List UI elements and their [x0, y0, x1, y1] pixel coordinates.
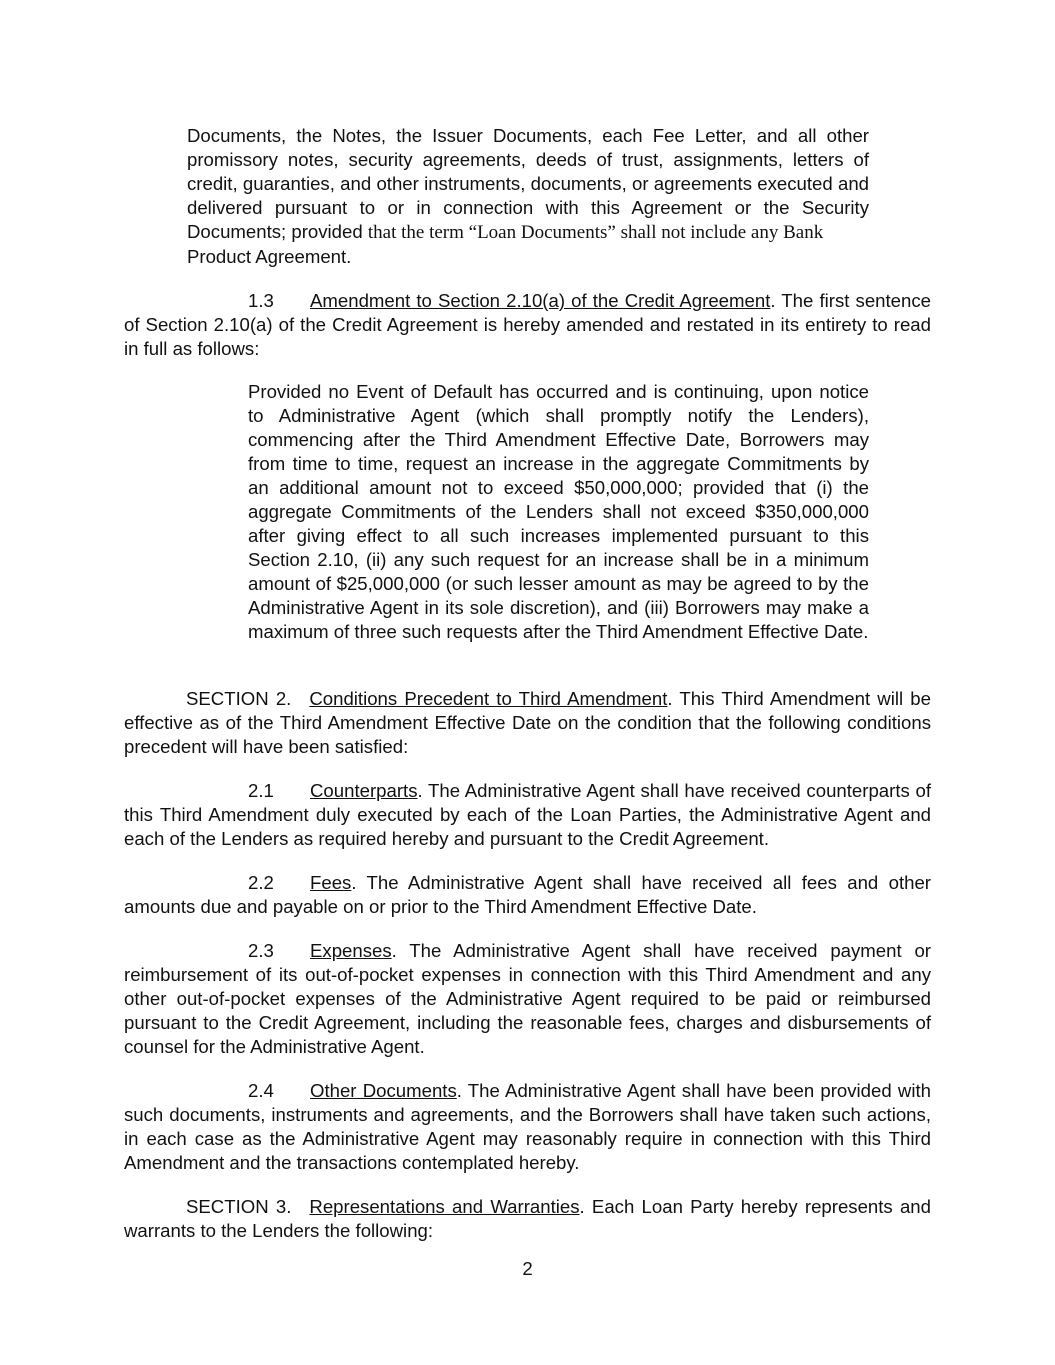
loan-documents-definition	[187, 124, 869, 269]
section-2-4	[124, 1079, 931, 1175]
section-heading: Representations and Warranties	[309, 1196, 580, 1217]
section-2-1	[124, 779, 931, 851]
section-1-3	[124, 289, 931, 361]
section-heading: Expenses	[310, 940, 392, 961]
section-number: 2.2	[248, 872, 274, 893]
definition-text: Documents, the Notes, the Issuer Documents, each Fee Letter, and all other promissory notes, security agreements, deeds of trust, assignments, letters of credit, guaranties, and other instruments, documents, or agreements executed and delivered pursuant to or in connection with this Agreement or the Security Documents; provided	[187, 125, 869, 242]
section-number: 2.4	[248, 1080, 274, 1101]
section-number: 2.1	[248, 780, 274, 801]
section-text: . The Administrative Agent shall have received payment or reimbursement of its out-of-pocket expenses in connection with this Third Amendment and any other out-of-pocket expenses of the Administrative Agent required to be paid or reimbursed pursuant to the Credit Agreement, including the reasonable fees, charges and disbursements of counsel for the Administrative Agent.	[124, 940, 931, 1057]
definition-proviso: that the term “Loan Documents” shall not include any Bank	[367, 222, 824, 243]
section-text: . The Administrative Agent shall have been provided with such documents, instruments and agreements, and the Borrowers shall have taken such actions, in each case as the Administrative Agent may reasonably require in connection with this Third Amendment and the transactions contemplated hereby.	[124, 1080, 931, 1173]
section-2-3	[124, 939, 931, 1059]
section-text: . The Administrative Agent shall have received counterparts of this Third Amendment duly executed by each of the Loan Parties, the Administrative Agent and each of the Lenders as required hereby and pursuant to the Credit Agreement.	[124, 780, 931, 849]
section-heading: Fees	[310, 872, 352, 893]
definition-end: Product Agreement.	[187, 246, 352, 267]
section-2-2	[124, 871, 931, 919]
section-label: SECTION 3.	[186, 1196, 292, 1217]
section-label: SECTION 2.	[186, 688, 292, 709]
section-heading: Counterparts	[310, 780, 418, 801]
section-2	[124, 687, 931, 759]
section-heading: Conditions Precedent to Third Amendment	[309, 688, 668, 709]
quote-text: Provided no Event of Default has occurred and is continuing, upon notice to Administrative Agent (which shall promptly notify the Lenders), commencing after the Third Amendment Effective Date, Borrowers may from time to time, request an increase in the aggregate Commitments by an additional amount not to exceed $50,000,000; provided that (i) the aggregate Commitments of the Lenders shall not exceed $350,000,000 after giving effect to all such increases implemented pursuant to this Section 2.10, (ii) any such request for an increase shall be in a minimum amount of $25,000,000 (or such lesser amount as may be agreed to by the Administrative Agent in its sole discretion), and (iii) Borrowers may make a maximum of three such requests after the Third Amendment Effective Date.	[248, 381, 869, 642]
section-heading: Other Documents	[310, 1080, 457, 1101]
page-number: 2	[522, 1258, 533, 1279]
quoted-amendment-text	[248, 380, 869, 644]
section-heading: Amendment to Section 2.10(a) of the Credit Agreement	[310, 290, 771, 311]
section-text: . The Administrative Agent shall have received all fees and other amounts due and payable on or prior to the Third Amendment Effective Date.	[124, 872, 931, 917]
section-text: . Each Loan Party hereby represents and warrants to the Lenders the following:	[124, 1196, 931, 1241]
section-number: 2.3	[248, 940, 274, 961]
section-text: . The first sentence of Section 2.10(a) of the Credit Agreement is hereby amended and restated in its entirety to read in full as follows:	[124, 290, 931, 359]
section-3	[124, 1195, 931, 1243]
section-number: 1.3	[248, 290, 274, 311]
section-text: . This Third Amendment will be effective as of the Third Amendment Effective Date on the condition that the following conditions precedent will have been satisfied:	[124, 688, 931, 757]
